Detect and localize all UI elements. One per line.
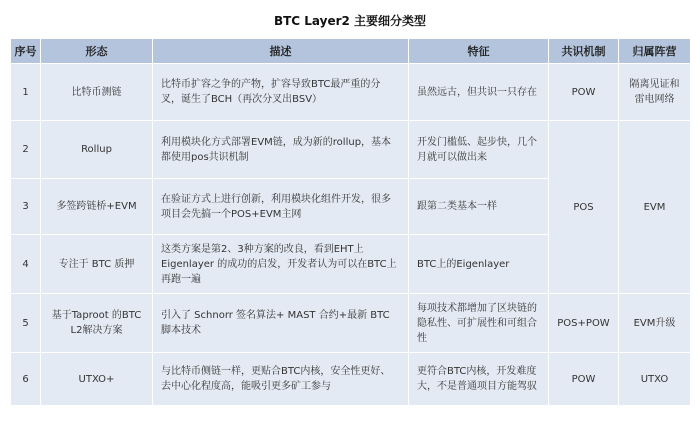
cell-camp: EVM升级 xyxy=(619,294,691,353)
cell-consensus: POS+POW xyxy=(549,294,619,353)
table-row xyxy=(11,64,691,121)
cell-description: 利用模块化方式部署EVM链，成为新的rollup，基本都使用pos共识机制 xyxy=(153,121,409,179)
header-no: 序号 xyxy=(11,39,41,64)
cell-form: 多签跨链桥+EVM xyxy=(41,179,153,235)
table-row xyxy=(11,294,691,353)
table-title: BTC Layer2 主要细分类型 xyxy=(273,14,427,28)
cell-description: 这类方案是第2、3种方案的改良，看到EHT上Eigenlayer 的成功的启发，开发者认为可以在BTC上再跑一遍 xyxy=(153,235,409,294)
cell-description: 与比特币侧链一样，更贴合BTC内核，安全性更好、去中心化程度高，能吸引更多矿工参与 xyxy=(153,353,409,406)
cell-no: 5 xyxy=(11,294,41,353)
cell-form: 比特币测链 xyxy=(41,64,153,121)
cell-no: 3 xyxy=(11,179,41,235)
cell-consensus: POW xyxy=(549,353,619,406)
header-camp: 归属阵营 xyxy=(619,39,691,64)
cell-feature: BTC上的Eigenlayer xyxy=(409,235,549,294)
cell-form: UTXO+ xyxy=(41,353,153,406)
cell-consensus-merged: POS xyxy=(549,121,619,294)
cell-form: Rollup xyxy=(41,121,153,179)
header-description: 描述 xyxy=(153,39,409,64)
cell-no: 4 xyxy=(11,235,41,294)
cell-description: 引入了 Schnorr 签名算法+ MAST 合约+最新 BTC 脚本技术 xyxy=(153,294,409,353)
cell-feature: 跟第二类基本一样 xyxy=(409,179,549,235)
cell-camp: UTXO xyxy=(619,353,691,406)
layer2-types-table xyxy=(10,38,691,406)
cell-consensus: POW xyxy=(549,64,619,121)
cell-feature: 更符合BTC内核，开发难度大，不是普通项目方能驾驭 xyxy=(409,353,549,406)
table-row xyxy=(11,121,691,179)
cell-description: 比特币扩容之争的产物，扩容导致BTC最严重的分叉，诞生了BCH（再次分叉出BSV） xyxy=(153,64,409,121)
cell-camp: 隔离见证和雷电网络 xyxy=(619,64,691,121)
cell-feature: 开发门槛低、起步快，几个月就可以做出来 xyxy=(409,121,549,179)
cell-description: 在验证方式上进行创新，利用模块化组件开发，很多项目会先搞一个POS+EVM主网 xyxy=(153,179,409,235)
cell-no: 6 xyxy=(11,353,41,406)
header-row xyxy=(11,39,691,64)
header-form: 形态 xyxy=(41,39,153,64)
header-feature: 特征 xyxy=(409,39,549,64)
cell-form: 专注于 BTC 质押 xyxy=(41,235,153,294)
cell-feature: 虽然远古，但共识一只存在 xyxy=(409,64,549,121)
cell-form: 基于Taproot 的BTC L2解决方案 xyxy=(41,294,153,353)
cell-no: 1 xyxy=(11,64,41,121)
cell-no: 2 xyxy=(11,121,41,179)
cell-feature: 每项技术都增加了区块链的隐私性、可扩展性和可组合性 xyxy=(409,294,549,353)
cell-camp-merged: EVM xyxy=(619,121,691,294)
table-row xyxy=(11,353,691,406)
header-consensus: 共识机制 xyxy=(549,39,619,64)
